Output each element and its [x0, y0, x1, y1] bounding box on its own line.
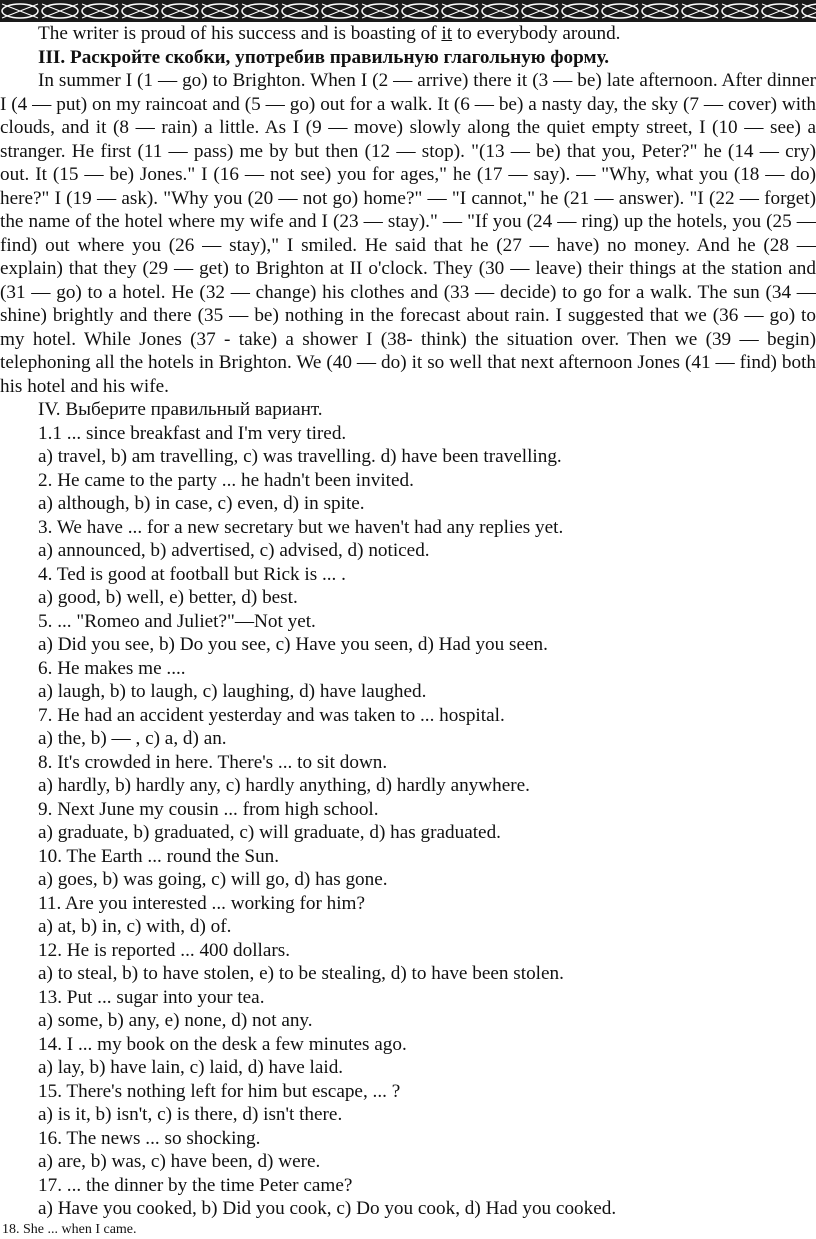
question-line: 8. It's crowded in here. There's ... to sit down. [38, 751, 388, 773]
question-line: 4. Ted is good at football but Rick is ... . [38, 563, 346, 585]
answer-options-line: a) hardly, b) hardly any, c) hardly anything, d) hardly anywhere. [38, 775, 530, 796]
answer-options-line: a) goes, b) was going, c) will go, d) has gone. [38, 869, 388, 890]
question-line: 2. He came to the party ... he hadn't been invited. [38, 469, 414, 491]
answer-options-line: a) some, b) any, e) none, d) not any. [38, 1010, 313, 1031]
question-line: 16. The news ... so shocking. [38, 1127, 261, 1149]
question-line: 7. He had an accident yesterday and was taken to ... hospital. [38, 704, 505, 726]
answer-options-line: a) are, b) was, c) have been, d) were. [38, 1151, 321, 1172]
intro-underlined-word: it [441, 23, 453, 44]
answer-options-line: a) is it, b) isn't, c) is there, d) isn't there. [38, 1104, 343, 1125]
answer-options-line: a) at, b) in, c) with, d) of. [38, 916, 232, 937]
intro-text-after: to everybody around. [452, 23, 621, 44]
question-line: 10. The Earth ... round the Sun. [38, 845, 280, 867]
section-3-text: In summer I (1 — go) to Brighton. When I (2 — arrive) there it (3 — be) late afternoon. After dinner I (4 — put) on my raincoat and (5 — go) out for a walk. It (6 — be) a nasty day, the sky (7 — cover) with clouds, and it (8 — rain) a little. As I (9 — move) slowly along the quiet empty street, I (10 — see) a stranger. He first (11 — pass) me by but then (12 — stop). "(13 — be) that you, Peter?" he (14 — cry) out. It (15 — be) Jones." I (16 — not see) you for ages," he (17 — say). — "Why, what you (18 — do) here?" I (19 — ask). "Why you (20 — not go) home?" — "I cannot," he (21 — answer). "I (22 — forget) the name of the hotel where my wife and I (23 — stay)." — "If you (24 — ring) up the hotels, you (25 — find) out where you (26 — stay)," I smiled. He said that he (27 — have) no money. And he (28 — explain) that they (29 — get) to Brighton at II o'clock. They (30 — leave) their things at the station and (31 — go) to a hotel. He (32 — change) his clothes and (33 — decide) to go for a walk. The sun (34 — shine) brightly and there (35 — be) nothing in the forecast about rain. I suggested that we (36 — go) to my hotel. While Jones (37 - take) a shower I (38- think) the situation over. Then we (39 — begin) telephoning all the hotels in Brighton. We (40 — do) it so well that next afternoon Jones (41 — find) both his hotel and his wife. [0, 70, 816, 397]
answer-options-line: a) graduate, b) graduated, c) will graduate, d) has graduated. [38, 822, 501, 843]
answer-options-line: a) lay, b) have lain, c) laid, d) have laid. [38, 1057, 344, 1078]
question-line: 15. There's nothing left for him but escape, ... ? [38, 1080, 401, 1102]
answer-options-line: a) to steal, b) to have stolen, e) to be stealing, d) to have been stolen. [38, 963, 564, 984]
answer-options-line: a) Did you see, b) Do you see, c) Have you seen, d) Had you seen. [38, 634, 548, 655]
section-4-heading: IV. Выберите правильный вариант. [38, 399, 323, 420]
decorative-border-band [0, 0, 816, 22]
section-3-heading: III. Раскройте скобки, употребив правильную глагольную форму. [38, 46, 610, 68]
answer-options-line: a) travel, b) am travelling, c) was travelling. d) have been travelling. [38, 446, 562, 467]
document-page [0, 22, 816, 1239]
answer-options-line: a) good, b) well, e) better, d) best. [38, 587, 298, 608]
footer-line: 18. She ... when I came. [2, 1221, 137, 1237]
intro-sentence [0, 22, 816, 46]
question-line: 11. Are you interested ... working for him? [38, 892, 366, 914]
answer-options-line: a) laugh, b) to laugh, c) laughing, d) have laughed. [38, 681, 427, 702]
answer-options-line: a) although, b) in case, c) even, d) in spite. [38, 493, 365, 514]
intro-text-before: The writer is proud of his success and is boasting of [38, 23, 442, 44]
border-ornament [0, 0, 816, 22]
question-line: 3. We have ... for a new secretary but we haven't had any replies yet. [38, 516, 564, 538]
question-line: 5. ... "Romeo and Juliet?"—Not yet. [38, 610, 316, 632]
question-line: 13. Put ... sugar into your tea. [38, 986, 265, 1008]
question-line: 17. ... the dinner by the time Peter came? [38, 1174, 353, 1196]
question-line: 6. He makes me .... [38, 657, 186, 679]
question-line: 14. I ... my book on the desk a few minutes ago. [38, 1033, 407, 1055]
question-line: 1.1 ... since breakfast and I'm very tired. [38, 422, 347, 444]
section-4-questions [0, 422, 816, 1221]
answer-options-line: a) the, b) — , c) a, d) an. [38, 728, 227, 749]
answer-options-line: a) announced, b) advertised, c) advised, d) noticed. [38, 540, 430, 561]
question-line: 9. Next June my cousin ... from high school. [38, 798, 379, 820]
question-line: 12. He is reported ... 400 dollars. [38, 939, 291, 961]
answer-options-line: a) Have you cooked, b) Did you cook, c) Do you cook, d) Had you cooked. [38, 1198, 617, 1219]
